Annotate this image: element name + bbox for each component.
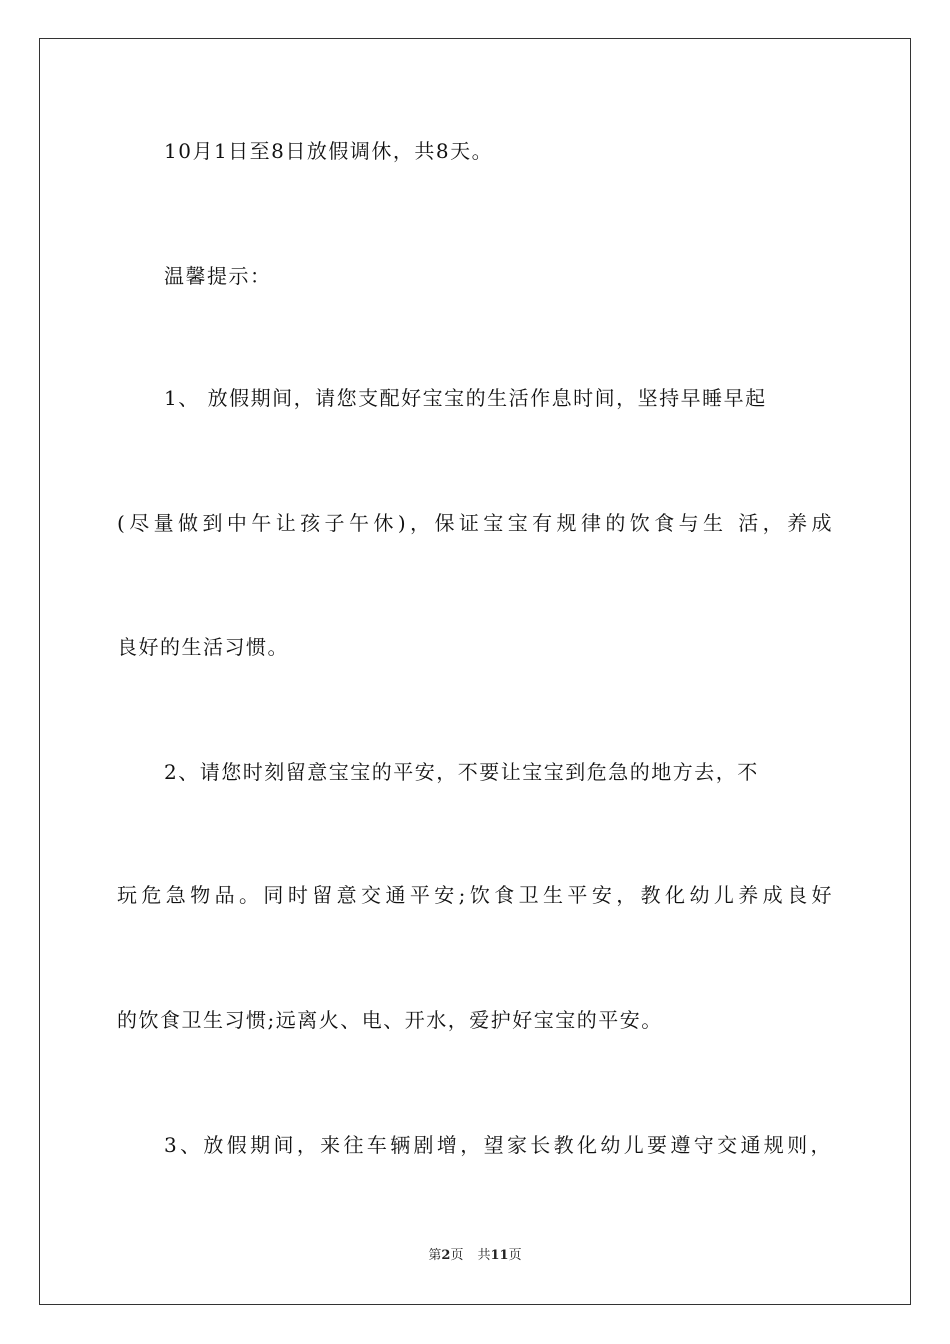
paragraph-line-7: 玩危急物品。同时留意交通平安;饮食卫生平安，教化幼儿养成良好 xyxy=(117,883,833,907)
paragraph-line-5: 良好的生活习惯。 xyxy=(117,635,289,659)
paragraph-line-4: (尽量做到中午让孩子午休)，保证宝宝有规律的饮食与生 活，养成 xyxy=(117,511,833,535)
footer-page-number: 2 xyxy=(441,1248,451,1263)
footer-total-suffix: 页 xyxy=(508,1248,522,1263)
page-border xyxy=(39,38,911,1305)
paragraph-line-2: 温馨提示： xyxy=(164,264,272,288)
paragraph-line-3: 1、 放假期间，请您支配好宝宝的生活作息时间，坚持早睡早起 xyxy=(164,386,767,410)
paragraph-line-8: 的饮食卫生习惯;远离火、电、开水，爱护好宝宝的平安。 xyxy=(117,1008,663,1032)
footer-total-prefix: 共 xyxy=(477,1248,491,1263)
page-footer xyxy=(0,1247,950,1265)
paragraph-line-1: 10月1日至8日放假调休，共8天。 xyxy=(164,139,494,163)
footer-page-suffix: 页 xyxy=(450,1248,464,1263)
footer-total-pages: 11 xyxy=(490,1248,509,1263)
paragraph-line-9: 3、放假期间，来往车辆剧增，望家长教化幼儿要遵守交通规则， xyxy=(164,1133,832,1157)
paragraph-line-6: 2、请您时刻留意宝宝的平安，不要让宝宝到危急的地方去，不 xyxy=(164,760,759,784)
footer-page-prefix: 第 xyxy=(428,1248,442,1263)
